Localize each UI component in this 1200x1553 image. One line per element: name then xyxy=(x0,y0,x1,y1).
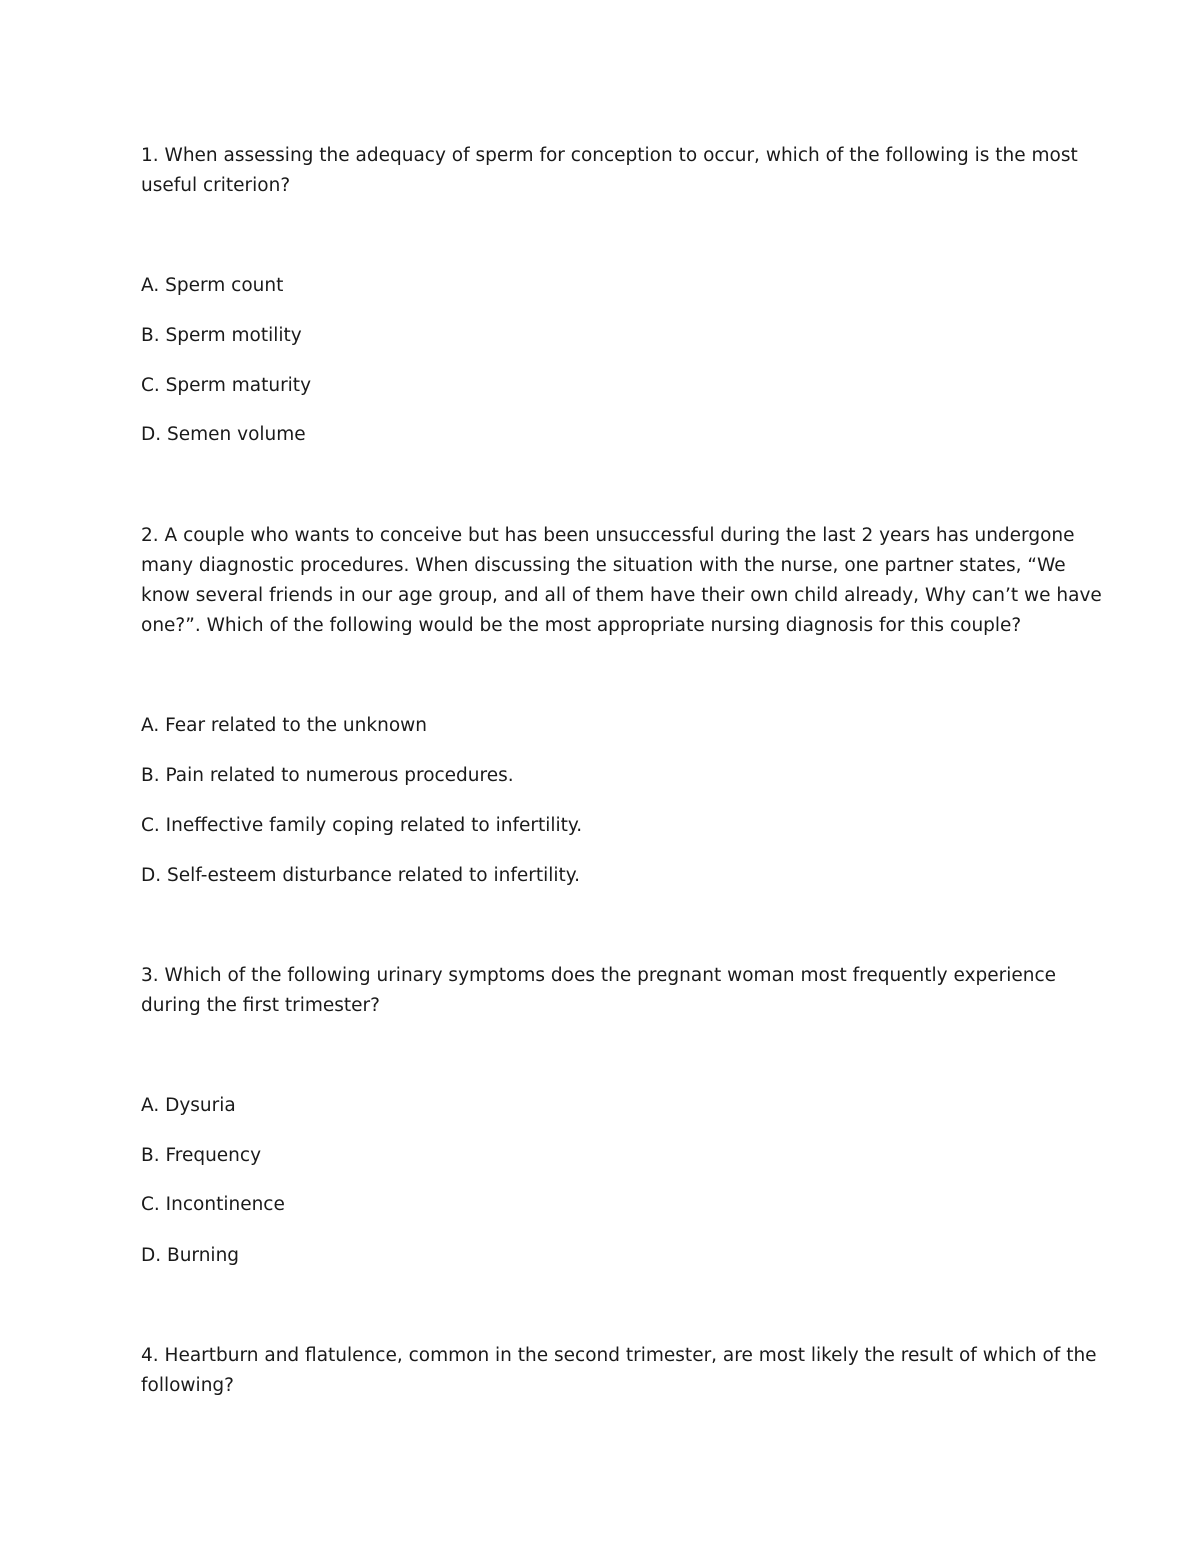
question-3-stem-line-1: 3. Which of the following urinary symptoms does the pregnant woman most frequently experience xyxy=(141,965,1057,986)
question-2-stem-line-1: 2. A couple who wants to conceive but has been unsuccessful during the last 2 years has undergone xyxy=(141,525,1075,546)
question-1-option-c: C. Sperm maturity xyxy=(141,375,312,396)
question-1-option-b: B. Sperm motility xyxy=(141,325,302,346)
question-2-option-a: A. Fear related to the unknown xyxy=(141,715,428,736)
question-2-option-c: C. Ineffective family coping related to infertility. xyxy=(141,815,583,836)
question-1-option-d: D. Semen volume xyxy=(141,424,306,445)
question-1-stem-line-2: useful criterion? xyxy=(141,175,291,196)
question-3-option-c: C. Incontinence xyxy=(141,1194,285,1215)
question-3-stem-line-2: during the first trimester? xyxy=(141,995,380,1016)
question-2-option-b: B. Pain related to numerous procedures. xyxy=(141,765,514,786)
question-2-option-d: D. Self-esteem disturbance related to infertility. xyxy=(141,865,580,886)
question-2-stem-line-3: know several friends in our age group, and all of them have their own child already, Why can’t we have xyxy=(141,585,1102,606)
question-1-option-a: A. Sperm count xyxy=(141,275,284,296)
question-2-stem-line-2: many diagnostic procedures. When discussing the situation with the nurse, one partner states, “We xyxy=(141,555,1066,576)
question-2-stem-line-4: one?”. Which of the following would be the most appropriate nursing diagnosis for this couple? xyxy=(141,615,1022,636)
question-3-option-b: B. Frequency xyxy=(141,1145,262,1166)
question-1-stem-line-1: 1. When assessing the adequacy of sperm for conception to occur, which of the following is the most xyxy=(141,145,1078,166)
question-4-stem-line-1: 4. Heartburn and flatulence, common in the second trimester, are most likely the result of which of the xyxy=(141,1345,1097,1366)
question-3-option-d: D. Burning xyxy=(141,1245,240,1266)
question-4-stem-line-2: following? xyxy=(141,1375,234,1396)
question-3-option-a: A. Dysuria xyxy=(141,1095,236,1116)
